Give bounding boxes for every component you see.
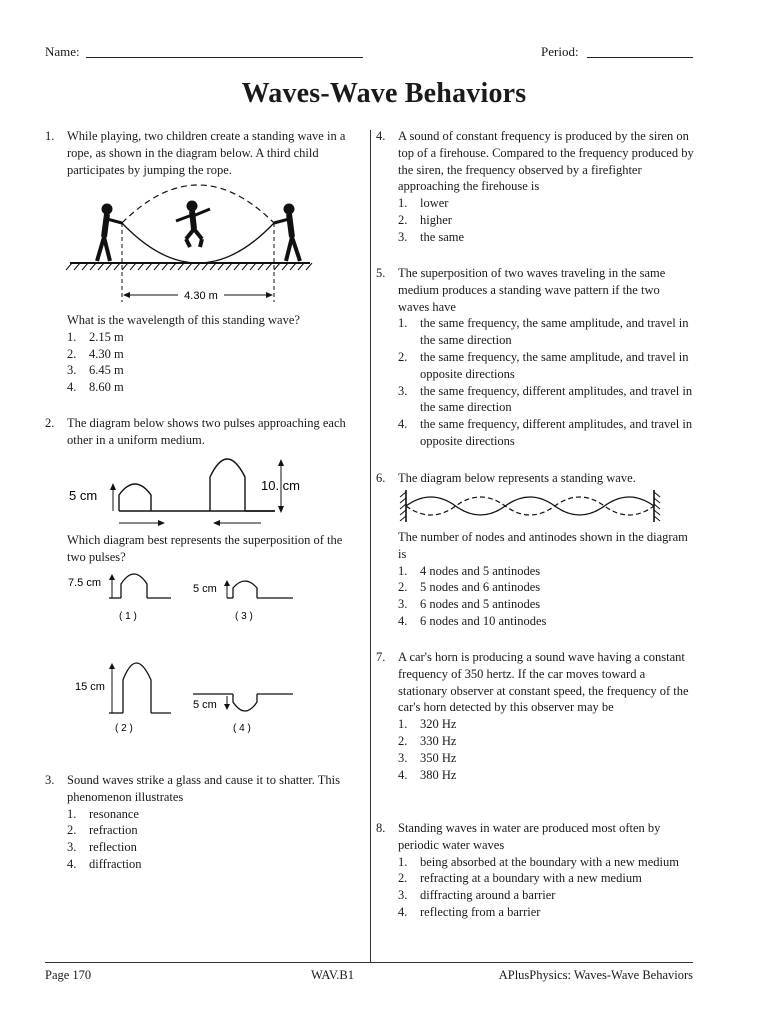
- question-2-stem: 2. The diagram below shows two pulses approaching each other in a uniform medium.: [45, 416, 346, 447]
- question-5-stem: 5. The superposition of two waves traveling in the same medium produces a standing wave pattern if the two waves have: [376, 266, 666, 314]
- question-5-choice-3[interactable]: 3. the same frequency, different amplitudes, and travel in the same direction: [398, 383, 693, 415]
- question-6-choice-3[interactable]: 3. 6 nodes and 5 antinodes: [398, 597, 541, 612]
- standing-wave-diagram: [398, 486, 664, 526]
- question-6-stem: 6. The diagram below represents a standing wave.: [376, 471, 636, 485]
- question-4-stem: 4. A sound of constant frequency is produced by the siren on top of a firehouse. Compared to the frequency produced by the siren, the frequency observed by a firefighter approaching the firehouse is: [376, 129, 694, 194]
- column-divider: [370, 130, 371, 962]
- large-pulse: [210, 459, 245, 511]
- option-2[interactable]: [75, 663, 171, 734]
- option-3-label: ( 3 ): [235, 611, 253, 622]
- question-6-answers: [376, 529, 694, 630]
- left-child-figure: [97, 204, 122, 261]
- name-label: Name:: [45, 44, 80, 59]
- option-3-value: 5 cm: [193, 583, 217, 595]
- question-3: [45, 772, 360, 873]
- question-5-choices: [376, 315, 694, 449]
- rope-solid: [122, 223, 274, 263]
- option-4[interactable]: [193, 694, 293, 734]
- period-label: Period:: [541, 44, 579, 59]
- option-2-label: ( 2 ): [115, 723, 133, 734]
- wavelength-distance-label: 4.30 m: [184, 290, 218, 302]
- option-1-label: ( 1 ): [119, 611, 137, 622]
- question-4-choices: [376, 195, 694, 245]
- question-6: [376, 470, 694, 487]
- question-5-choice-2[interactable]: 2. the same frequency, the same amplitude, and travel in opposite directions: [398, 349, 689, 381]
- option-1-value: 7.5 cm: [68, 577, 102, 589]
- option-2-value: 15 cm: [75, 681, 105, 693]
- question-1-choice-3[interactable]: 3. 6.45 m: [67, 363, 124, 378]
- option-3[interactable]: [193, 580, 293, 622]
- question-7-stem: 7. A car's horn is producing a sound wave having a constant frequency of 350 hertz. If the car moves toward a stationary observer at constant speed, the frequency of the car's horn detected by this observer may be: [376, 650, 689, 715]
- question-1-stem: 1. While playing, two children create a standing wave in a rope, as shown in the diagram below. A third child participates by jumping the rope.: [45, 129, 346, 177]
- question-2-prompt: Which diagram best represents the superposition of the two pulses?: [67, 533, 343, 564]
- question-4-choice-2[interactable]: 2. higher: [398, 212, 452, 227]
- question-1-choice-2[interactable]: 2. 4.30 m: [67, 346, 124, 361]
- ground-hatching: [66, 263, 312, 270]
- question-1-choice-4[interactable]: 4. 8.60 m: [67, 380, 124, 395]
- large-pulse-height-label: 10. cm: [261, 478, 301, 493]
- question-6-choices: [376, 563, 694, 630]
- question-7: [376, 649, 694, 783]
- footer-page-number: Page 170: [45, 968, 92, 982]
- question-8-choice-2[interactable]: 2. refracting at a boundary with a new medium: [398, 871, 642, 886]
- question-5-choice-1[interactable]: 1. the same frequency, the same amplitude, and travel in the same direction: [398, 316, 689, 348]
- question-7-choice-2[interactable]: 2. 330 Hz: [398, 733, 457, 748]
- jump-rope-diagram: [60, 195, 320, 307]
- question-1-prompt: What is the wavelength of this standing wave?: [67, 313, 300, 327]
- question-4-choice-1[interactable]: 1. lower: [398, 196, 449, 211]
- question-3-stem: 3. Sound waves strike a glass and cause it to shatter. This phenomenon illustrates: [45, 773, 340, 804]
- question-7-choice-1[interactable]: 1. 320 Hz: [398, 717, 457, 732]
- rope-dashed: [122, 185, 274, 223]
- pulses-diagram: [65, 455, 355, 530]
- question-2-prompt-block: [45, 532, 360, 566]
- right-fixed-end: [654, 490, 660, 522]
- superposition-options-diagram: [65, 570, 305, 740]
- question-8-choice-4[interactable]: 4. reflecting from a barrier: [398, 904, 541, 919]
- left-fixed-end: [400, 490, 406, 522]
- option-4-value: 5 cm: [193, 699, 217, 711]
- option-4-label: ( 4 ): [233, 723, 251, 734]
- question-8-choices: [376, 854, 694, 921]
- question-8-choice-3[interactable]: 3. diffracting around a barrier: [398, 888, 556, 903]
- footer-code: WAV.B1: [311, 968, 354, 982]
- question-3-choices: [45, 806, 360, 873]
- question-6-choice-1[interactable]: 1. 4 nodes and 5 antinodes: [398, 563, 541, 578]
- question-8: [376, 820, 694, 921]
- question-2: [45, 415, 360, 449]
- question-1-answers: [45, 312, 360, 396]
- question-4-choice-3[interactable]: 3. the same: [398, 229, 465, 244]
- question-3-choice-1[interactable]: 1. resonance: [67, 806, 139, 821]
- dimension-arrow-left: [123, 292, 130, 298]
- question-3-choice-3[interactable]: 3. reflection: [67, 840, 137, 855]
- question-3-choice-2[interactable]: 2. refraction: [67, 823, 138, 838]
- question-7-choice-4[interactable]: 4. 380 Hz: [398, 767, 457, 782]
- question-7-choice-3[interactable]: 3. 350 Hz: [398, 750, 457, 765]
- footer-source: APlusPhysics: Waves-Wave Behaviors: [498, 968, 693, 982]
- question-1-choices: [45, 329, 360, 396]
- page-title: Waves-Wave Behaviors: [241, 78, 527, 109]
- question-6-prompt: The number of nodes and antinodes shown in the diagram is: [398, 530, 688, 561]
- question-8-stem: 8. Standing waves in water are produced most often by periodic water waves: [376, 821, 661, 852]
- period-line[interactable]: [587, 57, 693, 58]
- question-5-choice-4[interactable]: 4. the same frequency, different amplitudes, and travel in opposite directions: [398, 417, 693, 448]
- small-pulse-height-label: 5 cm: [69, 488, 98, 503]
- question-5: [376, 265, 694, 450]
- question-6-choice-2[interactable]: 2. 5 nodes and 6 antinodes: [398, 580, 541, 595]
- question-8-choice-1[interactable]: 1. being absorbed at the boundary with a new medium: [398, 854, 679, 869]
- right-child-figure: [274, 204, 300, 261]
- question-1-number: 1.: [45, 129, 55, 143]
- jumping-child-figure: [176, 201, 210, 247]
- question-1-choice-1[interactable]: 1. 2.15 m: [67, 329, 124, 344]
- dimension-arrow-right: [266, 292, 273, 298]
- question-6-choice-4[interactable]: 4. 6 nodes and 10 antinodes: [398, 613, 547, 628]
- question-7-choices: [376, 716, 694, 783]
- option-1[interactable]: [68, 574, 171, 622]
- name-line[interactable]: [86, 57, 363, 58]
- footer-rule: [45, 962, 693, 963]
- question-4: [376, 128, 694, 246]
- small-pulse: [119, 484, 151, 511]
- question-1: [45, 128, 360, 178]
- question-3-choice-4[interactable]: 4. diffraction: [67, 856, 142, 871]
